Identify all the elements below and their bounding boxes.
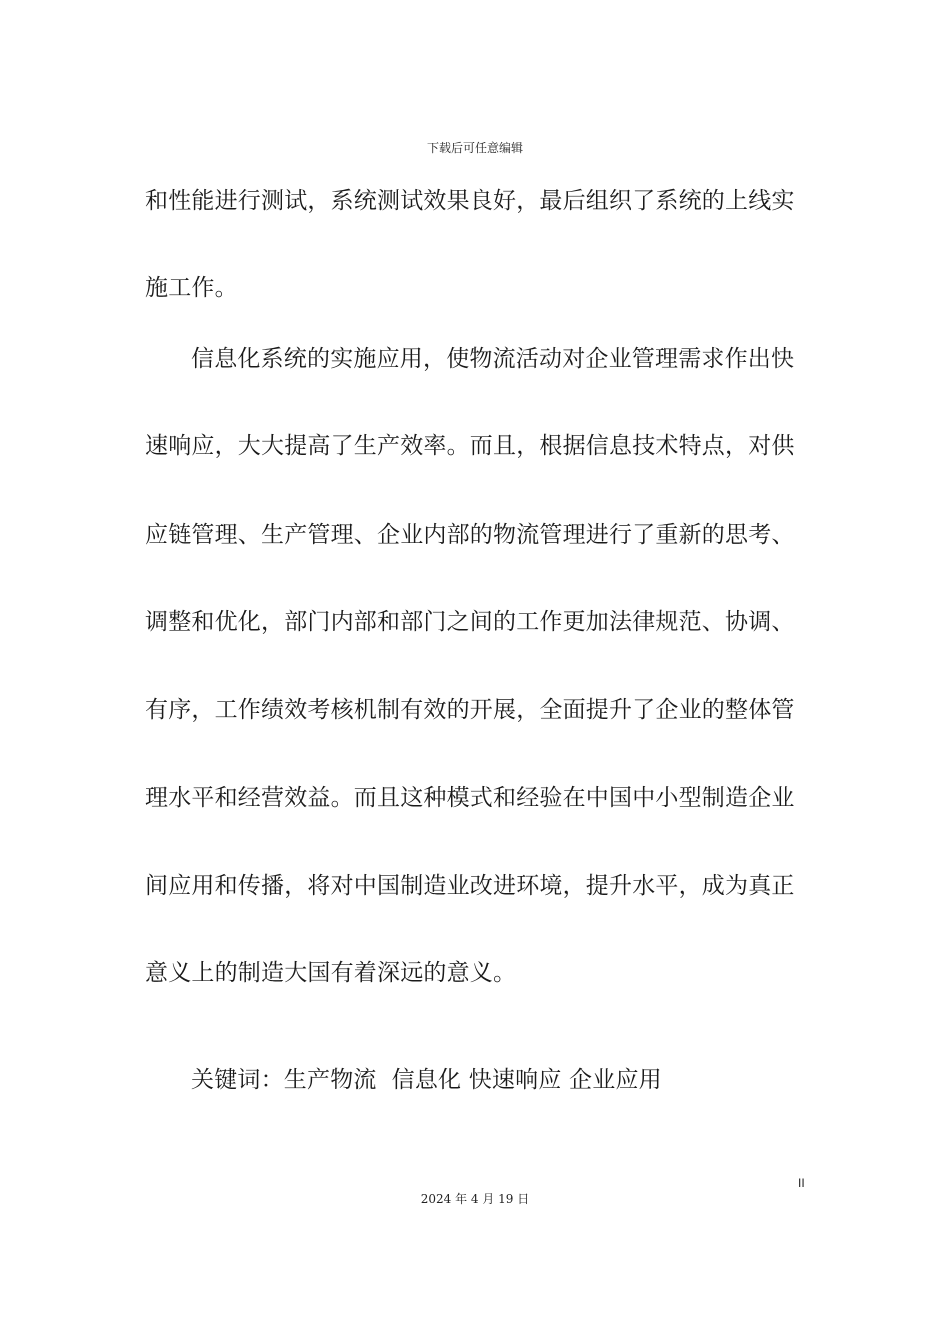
paragraph-first-line: 信息化系统的实施应用，使物流活动对企业管理需求作出快: [191, 346, 795, 372]
body-line: 间应用和传播，将对中国制造业改进环境，提升水平，成为真正: [145, 873, 795, 899]
body-line: 意义上的制造大国有着深远的意义。: [145, 960, 517, 986]
page-number: II: [798, 1176, 805, 1190]
body-line: 调整和优化，部门内部和部门之间的工作更加法律规范、协调、: [145, 609, 795, 635]
body-line: 速响应，大大提高了生产效率。而且，根据信息技术特点，对供: [145, 433, 795, 459]
body-line: 施工作。: [145, 275, 238, 301]
body-line: 有序，工作绩效考核机制有效的开展，全面提升了企业的整体管: [145, 697, 795, 723]
body-line: 和性能进行测试，系统测试效果良好，最后组织了系统的上线实: [145, 188, 795, 214]
body-line: 理水平和经营效益。而且这种模式和经验在中国中小型制造企业: [145, 785, 795, 811]
footer-date: 2024 年 4 月 19 日: [420, 1192, 530, 1206]
body-line: 应链管理、生产管理、企业内部的物流管理进行了重新的思考、: [145, 522, 795, 548]
keywords-line: 关键词：生产物流 信息化 快速响应 企业应用: [191, 1067, 662, 1093]
header-note: 下载后可任意编辑: [426, 141, 523, 155]
